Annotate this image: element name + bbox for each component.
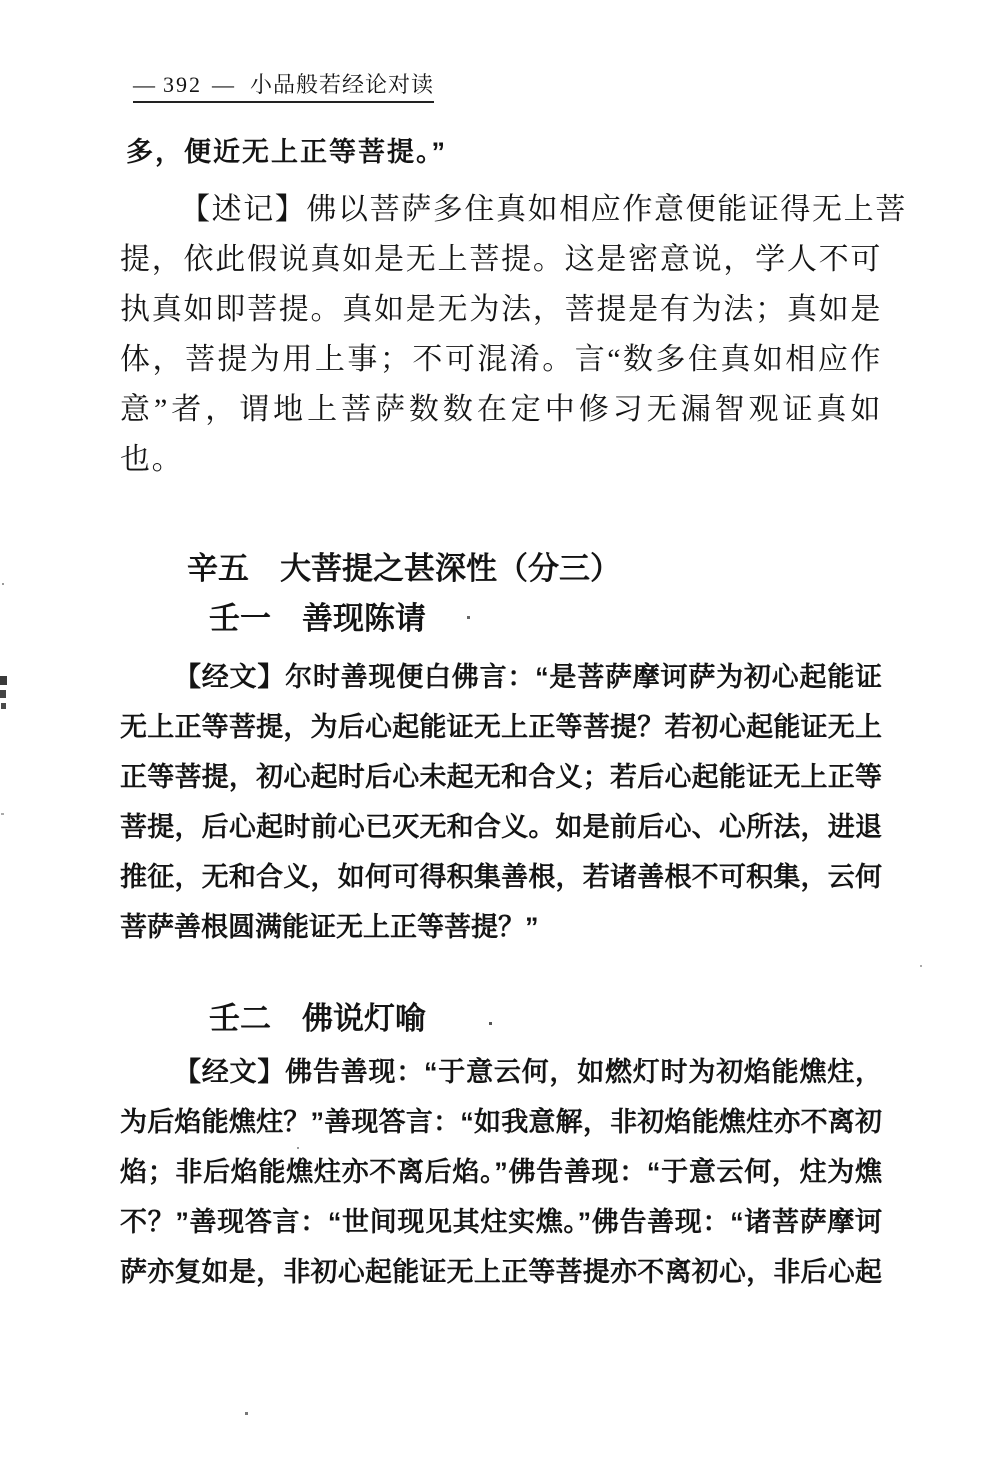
header-dash-right: — bbox=[212, 72, 234, 97]
text-line: 提，依此假说真如是无上菩提。这是密意说，学人不可 bbox=[120, 243, 882, 276]
paragraph-shuji bbox=[120, 185, 907, 485]
paragraph-jingwen-1 bbox=[120, 652, 882, 952]
text-line: 无上正等菩提，为后心起能证无上正等菩提？若初心起能证无上 bbox=[120, 712, 882, 742]
scan-speck bbox=[2, 583, 4, 585]
text-line: 菩萨善根圆满能证无上正等菩提？” bbox=[120, 912, 539, 942]
section-heading-xin5: 辛五 大菩提之甚深性（分三） bbox=[187, 551, 621, 586]
text-line: 正等菩提，初心起时后心未起无和合义；若后心起能证无上正等 bbox=[120, 762, 882, 792]
text-line: 不？”善现答言：“世间现见其炷实燋。”佛告善现：“诸菩萨摩诃 bbox=[120, 1207, 882, 1237]
paragraph-jingwen-2 bbox=[120, 1047, 882, 1297]
scan-edge-mark bbox=[0, 676, 7, 685]
scan-speck bbox=[467, 616, 470, 619]
page-number: 392 bbox=[163, 72, 202, 97]
text-line: 也。 bbox=[120, 443, 184, 476]
text-line: 体，菩提为用上事；不可混淆。言“数多住真如相应作 bbox=[120, 343, 882, 376]
section-heading-ren2: 壬二 佛说灯喻 bbox=[209, 1001, 426, 1036]
text-line: 【述记】佛以菩萨多住真如相应作意便能证得无上菩 bbox=[180, 193, 907, 226]
page-header bbox=[133, 72, 434, 103]
section-heading-ren1: 壬一 善现陈请 bbox=[209, 601, 426, 636]
text-line: 萨亦复如是，非初心起能证无上正等菩提亦不离初心，非后心起 bbox=[120, 1257, 882, 1287]
scan-speck bbox=[297, 1147, 299, 1149]
scan-edge-mark bbox=[1, 703, 6, 709]
text-line: 意”者，谓地上菩萨数数在定中修习无漏智观证真如 bbox=[120, 393, 882, 426]
text-line: 执真如即菩提。真如是无为法，菩提是有为法；真如是 bbox=[120, 293, 882, 326]
text-line: 焰；非后焰能燋炷亦不离后焰。”佛告善现：“于意云何，炷为燋 bbox=[120, 1157, 882, 1187]
text-line: 为后焰能燋炷？”善现答言：“如我意解，非初焰能燋炷亦不离初 bbox=[120, 1107, 882, 1137]
scan-speck bbox=[489, 1022, 492, 1025]
text-line: 【经文】尔时善现便白佛言：“是菩萨摩诃萨为初心起能证 bbox=[174, 662, 882, 692]
scan-speck bbox=[1, 813, 4, 815]
text-line: 菩提，后心起时前心已灭无和合义。如是前后心、心所法，进退 bbox=[120, 812, 882, 842]
book-title: 小品般若经论对读 bbox=[250, 72, 435, 97]
scan-speck bbox=[920, 965, 922, 967]
text-line: 推征，无和合义，如何可得积集善根，若诸善根不可积集，云何 bbox=[120, 862, 882, 892]
scan-edge-mark bbox=[0, 690, 6, 698]
scan-speck bbox=[245, 1412, 248, 1415]
header-dash-left: — bbox=[133, 72, 155, 97]
text-line: 【经文】佛告善现：“于意云何，如燃灯时为初焰能燋炷， bbox=[174, 1057, 882, 1087]
continuation-line: 多，便近无上正等菩提。” bbox=[126, 137, 447, 167]
